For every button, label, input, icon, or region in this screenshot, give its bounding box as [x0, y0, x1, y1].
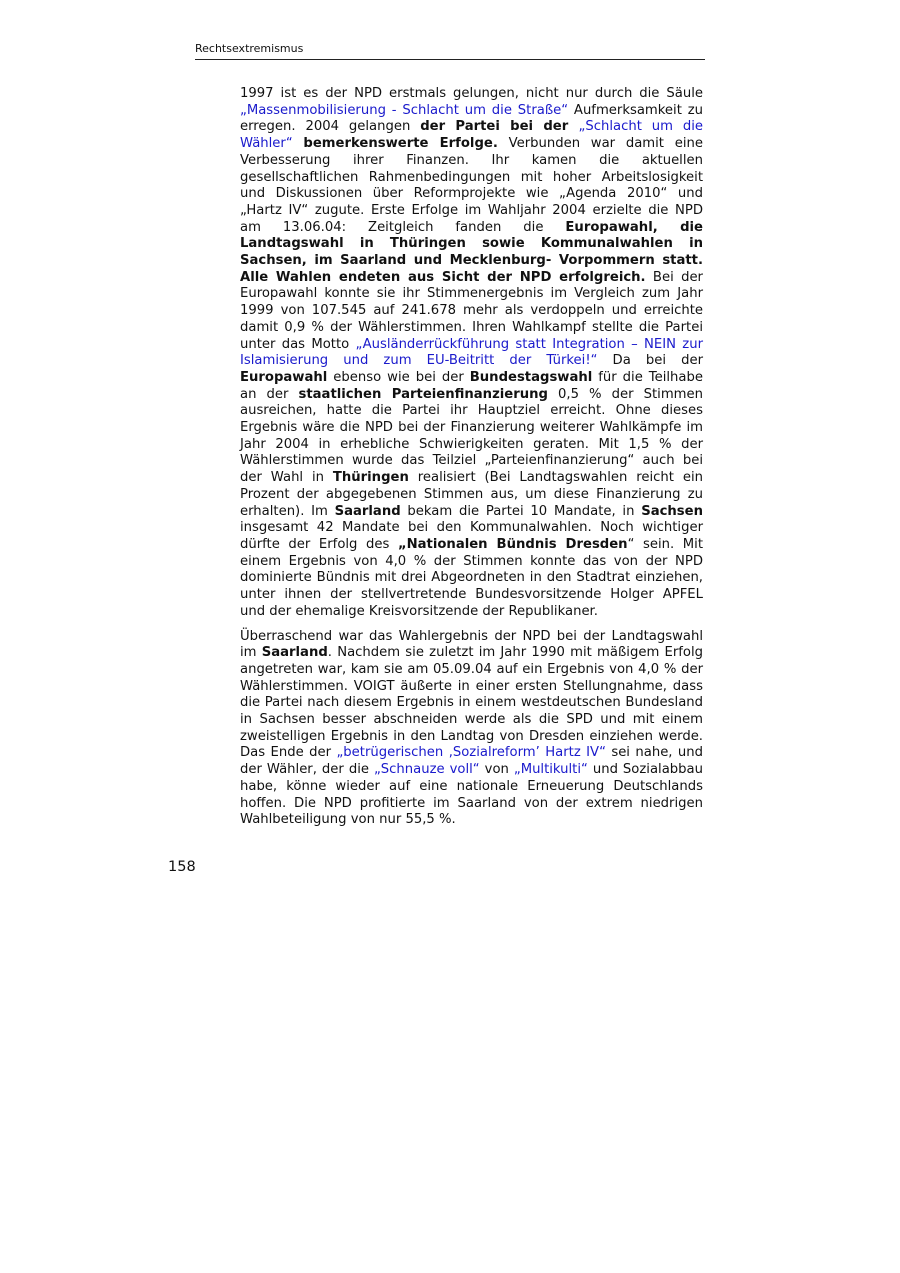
body-text — [240, 86, 703, 829]
text-segment: . Nachdem sie zuletzt im Jahr 1990 mit mäßigem Erfolg angetreten war, kam sie am 05.09.04 auf ein Ergebnis von 4,0 % der Wählerstimmen. VOIGT äußerte in einer ersten Stellungnahme, dass die Partei nach diesem Ergebnis in einem westdeutschen Bundesland in Sachsen besser abschneiden werde als die SPD und mit einem zweistelligen Ergebnis in den Landtag von Dresden einziehen werde. Das Ende der — [240, 645, 703, 761]
bold-text: bemerkenswerte Erfolge. — [303, 136, 498, 152]
bold-text: Saarland — [334, 503, 401, 519]
text-segment: “ sein. Mit einem Ergebnis von 4,0 % der Stimmen konnte das von der NPD dominierte Bündnis mit drei Abgeordneten in den Stadtrat einziehen, unter ihnen der stellvertretende Bundesvorsitzende Holger APFEL und der ehemalige Kreisvorsitzende der Republikaner. — [240, 536, 703, 619]
bold-text: der Partei bei der — [420, 119, 579, 135]
quoted-text: „Schnauze voll“ — [373, 762, 480, 778]
quoted-text: „Multikulti“ — [513, 762, 588, 778]
running-header — [195, 42, 705, 60]
bold-text: Europawahl, die Landtagswahl in Thüringen sowie Kommunalwahlen in Sachsen, im Saarland und Mecklenburg- Vorpommern statt. Alle Wahlen endeten aus Sicht der NPD erfolgreich. — [240, 219, 703, 285]
text-segment: Überraschend war das Wahlergebnis der NPD bei der Landtagswahl im — [240, 628, 703, 661]
text-segment: Verbunden war damit eine Verbesserung ihrer Finanzen. Ihr kamen die aktuellen gesellschaftlichen Rahmenbedingungen mit hoher Arbeitslosigkeit und Diskussionen über Reformprojekte wie „Agenda 2010“ und „Hartz IV“ zugute. Erste Erfolge im Wahljahr 2004 erzielte die NPD am 13.06.04: Zeitgleich fanden die — [240, 136, 703, 235]
text-segment: für die Teilhabe an der — [240, 369, 703, 402]
bold-text: Sachsen — [641, 503, 703, 519]
bold-text: Bundestagswahl — [469, 369, 593, 385]
bold-text: Thüringen — [332, 470, 409, 486]
text-segment: und Sozialabbau habe, könne wieder auf eine nationale Erneuerung Deutschlands hoffen. Die NPD profitierte im Saarland von der extrem niedrigen Wahlbeteiligung von nur 55,5 %. — [240, 762, 703, 828]
text-segment: von — [479, 762, 514, 778]
quoted-text: „Massenmobilisierung - Schlacht um die Straße“ — [240, 102, 569, 118]
quoted-text: „Ausländerrückführung statt Integration – NEIN zur Islamisierung und zum EU-Beitritt der Türkei!“ — [240, 336, 703, 369]
paragraph-2 — [240, 629, 703, 829]
paragraph-1 — [240, 86, 703, 621]
bold-text: staatlichen Parteienfinanzierung — [298, 386, 548, 402]
text-segment: sei nahe, und der Wähler, der die — [240, 745, 704, 778]
text-segment: bekam die Partei 10 Mandate, in — [400, 503, 642, 519]
text-segment: realisiert (Bei Landtagswahlen reicht ein Prozent der abgegebenen Stimmen aus, um diese Finanzierung zu erhalten). Im — [240, 470, 703, 519]
bold-text: Saarland — [261, 645, 328, 661]
text-segment: ebenso wie bei der — [327, 369, 470, 385]
text-segment: 0,5 % der Stimmen ausreichen, hatte die Partei ihr Hauptziel erreicht. Ohne dieses Ergebnis wäre die NPD bei der Finanzierung weiterer Wahlkämpfe im Jahr 2004 in erhebliche Schwierigkeiten geraten. Mit 1,5 % der Wählerstimmen wurde das Teilziel „Parteienfinanzierung“ auch bei der Wahl in — [240, 386, 704, 486]
bold-text: „Nationalen Bündnis Dresden — [397, 536, 628, 552]
text-segment: 1997 ist es der NPD erstmals gelungen, nicht nur durch die Säule — [240, 86, 703, 101]
text-segment: insgesamt 42 Mandate bei den Kommunalwahlen. Noch wichtiger dürfte der Erfolg des — [240, 520, 703, 552]
text-segment: Aufmerksamkeit zu erregen. 2004 gelangen — [240, 102, 703, 135]
text-segment: Da bei der — [597, 353, 703, 369]
text-segment — [293, 136, 304, 151]
bold-text: Europawahl — [240, 369, 328, 385]
quoted-text: „betrügerischen ‚Sozialreform’ Hartz IV“ — [336, 745, 606, 761]
quoted-text: „Schlacht um die Wähler“ — [240, 119, 703, 152]
running-header-title: Rechtsextremismus — [195, 42, 304, 55]
page-number: 158 — [168, 859, 196, 875]
text-segment: Bei der Europawahl konnte sie ihr Stimmenergebnis im Vergleich zum Jahr 1999 von 107.545 auf 241.678 mehr als verdoppeln und erreichte damit 0,9 % der Wählerstimmen. Ihren Wahlkampf stellte die Partei unter das Motto — [240, 269, 703, 352]
